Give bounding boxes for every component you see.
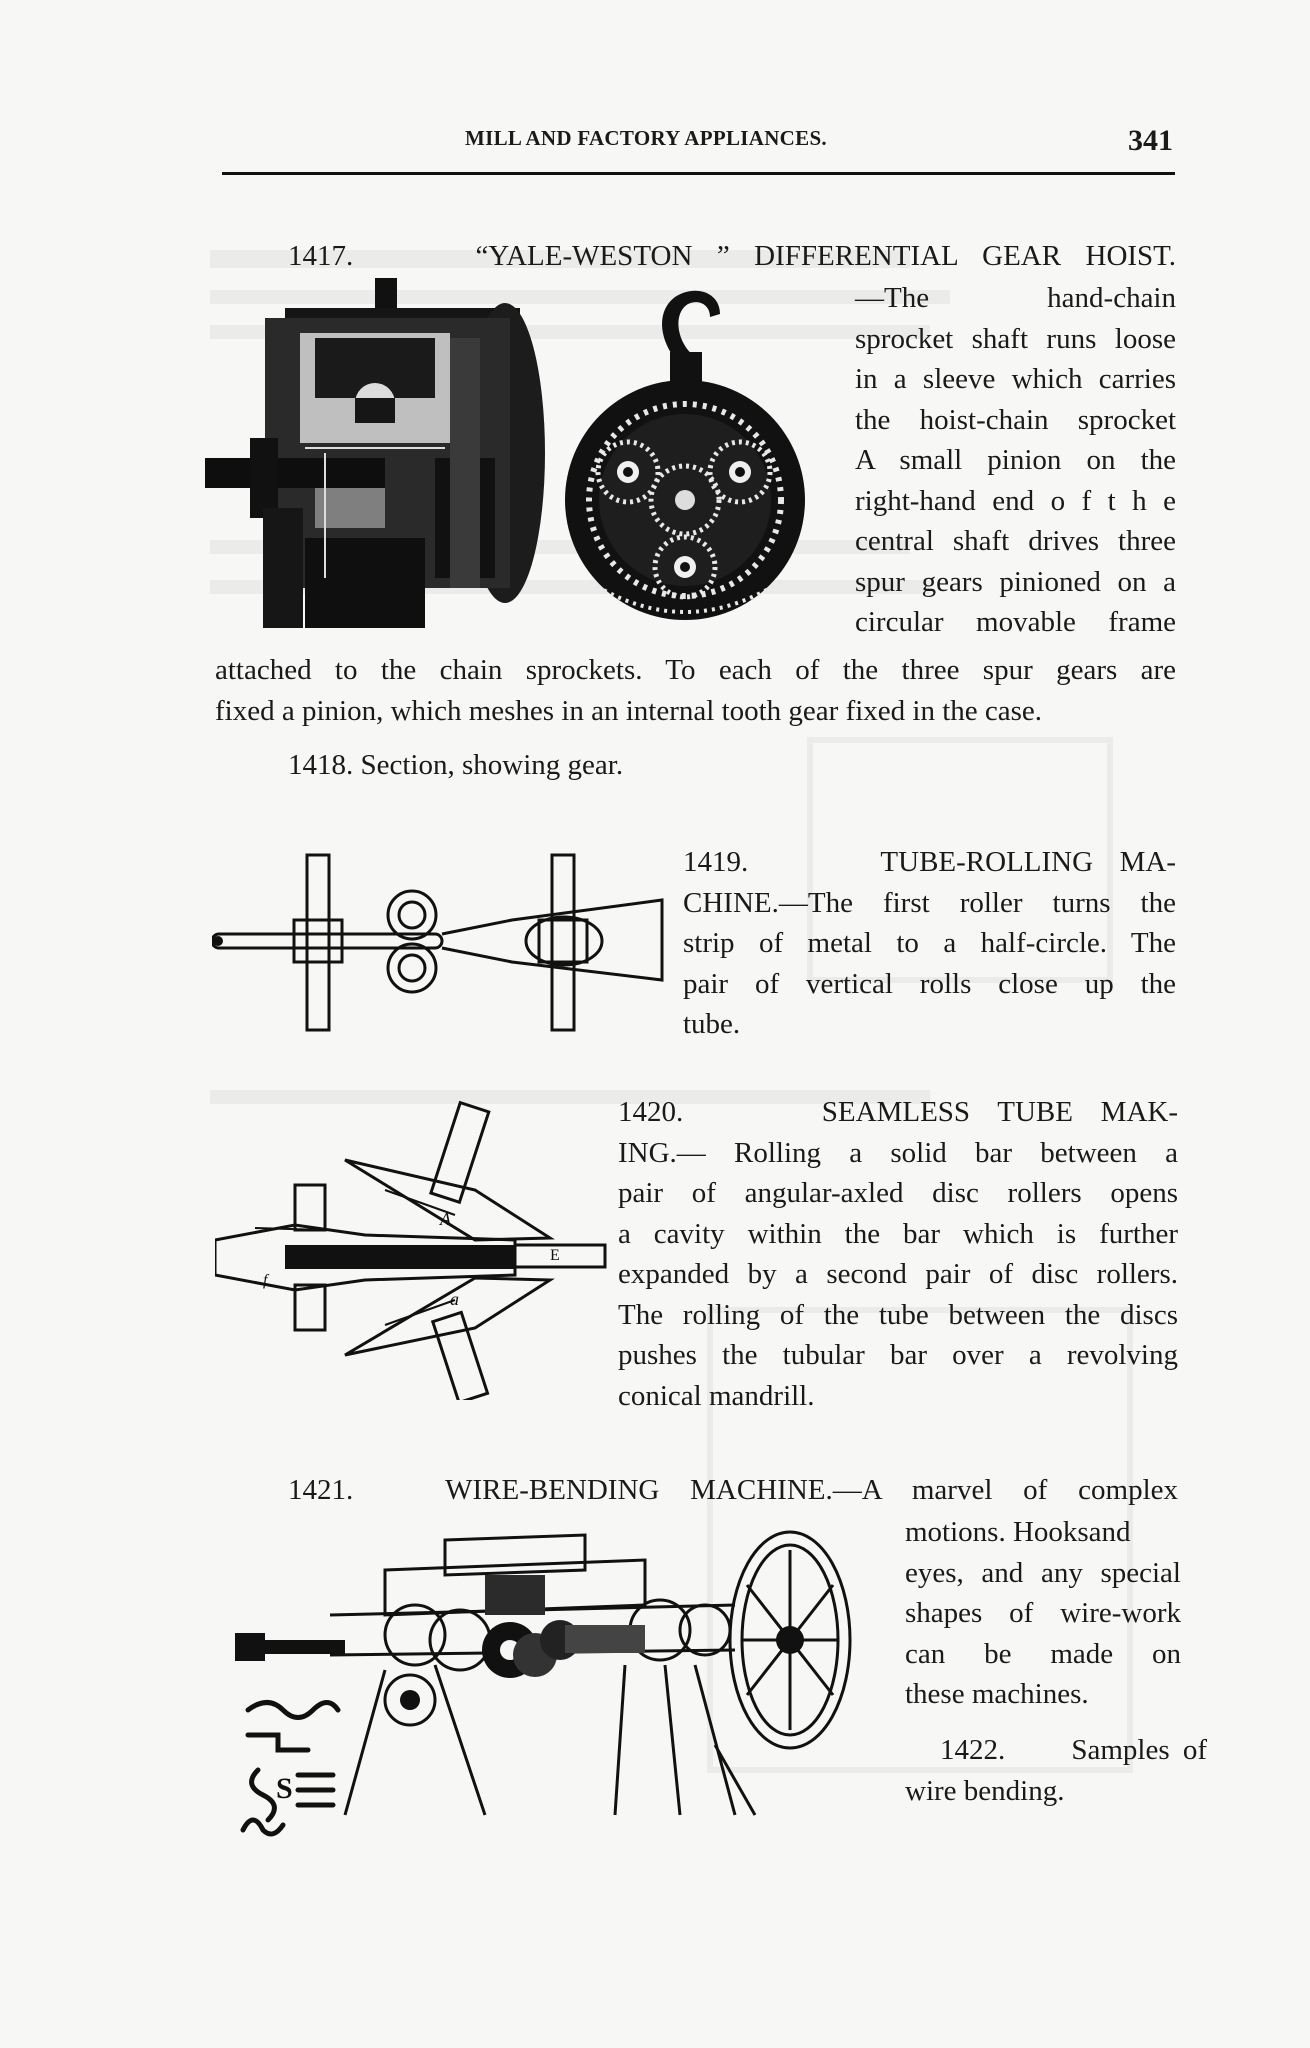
entry-1419-line: CHINE.—The first roller turns the xyxy=(683,886,1176,919)
header-rule xyxy=(222,172,1175,175)
figure-1420-label-E: E xyxy=(550,1247,560,1264)
entry-1417-line: —The hand-chain xyxy=(855,282,1176,314)
entry-1417-line: central shaft drives three xyxy=(855,525,1176,557)
entry-1417-line: fixed a pinion, which meshes in an internal tooth gear fixed in the case. xyxy=(215,694,1043,727)
entry-1420-line: The rolling of the tube between the discs xyxy=(618,1298,1178,1331)
entry-1422-line: wire bending. xyxy=(905,1774,1065,1807)
entry-1421-title: 1421. WIRE-BENDING MACHINE.—A marvel of complex xyxy=(288,1474,1178,1506)
running-title: MILL AND FACTORY APPLIANCES. xyxy=(465,126,827,150)
figure-1417-hoist-side-view xyxy=(205,278,555,638)
entry-1420-line: conical mandrill. xyxy=(618,1379,815,1412)
entry-1417-line: in a sleeve which carries xyxy=(855,363,1176,395)
entry-1421-line: these machines. xyxy=(905,1678,1089,1710)
entry-1419-line: tube. xyxy=(683,1008,741,1040)
entry-1417-line: A small pinion on the xyxy=(855,444,1176,476)
entry-1417-line: right-hand end o f t h e xyxy=(855,484,1176,517)
entry-1422-line: 1422. Samples of xyxy=(940,1734,1207,1766)
entry-1417-line: the hoist-chain sprocket xyxy=(855,403,1176,436)
entry-1421-line: shapes of wire-work xyxy=(905,1597,1181,1629)
entry-1421-line: can be made on xyxy=(905,1637,1181,1670)
figure-1420-seamless-tube xyxy=(215,1100,610,1400)
entry-1420-line: ING.— Rolling a solid bar between a xyxy=(618,1136,1178,1169)
entry-1420-line: 1420. SEAMLESS TUBE MAK- xyxy=(618,1096,1178,1128)
entry-1417-line: spur gears pinioned on a xyxy=(855,565,1176,598)
entry-1417-line: attached to the chain sprockets. To each of the three spur gears are xyxy=(215,654,1176,686)
entry-1419-line: 1419. TUBE-ROLLING MA- xyxy=(683,846,1176,878)
figure-1422-wire-samples xyxy=(238,1690,348,1840)
entry-1417-line: circular movable frame xyxy=(855,606,1176,638)
figure-1420-label-A: A xyxy=(440,1209,451,1229)
entry-1421-line: eyes, and any special xyxy=(905,1556,1181,1589)
figure-1418-gear-section xyxy=(560,282,810,632)
figure-1420-label-f: f xyxy=(263,1272,268,1289)
entry-1420-line: expanded by a second pair of disc rollers. xyxy=(618,1258,1178,1290)
entry-1419-line: strip of metal to a half-circle. The xyxy=(683,927,1176,959)
page-number: 341 xyxy=(1128,124,1173,157)
figure-1420-label-a: a xyxy=(450,1289,459,1309)
entry-1420-line: pair of angular-axled disc rollers opens xyxy=(618,1177,1178,1209)
entry-1417-title: 1417. “YALE-WESTON ” DIFFERENTIAL GEAR HOIST. xyxy=(288,240,1176,272)
entry-1419-line: pair of vertical rolls close up the xyxy=(683,967,1176,1000)
figure-1419-tube-rolling xyxy=(212,850,667,1035)
entry-1420-line: pushes the tubular bar over a revolving xyxy=(618,1339,1178,1371)
entry-1418-caption: 1418. Section, showing gear. xyxy=(288,749,624,781)
entry-1420-line: a cavity within the bar which is further xyxy=(618,1217,1178,1250)
figure-1422-s-glyph: S xyxy=(276,1772,293,1805)
entry-1421-line: motions. Hooksand xyxy=(905,1516,1131,1548)
entry-1417-line: sprocket shaft runs loose xyxy=(855,322,1176,355)
